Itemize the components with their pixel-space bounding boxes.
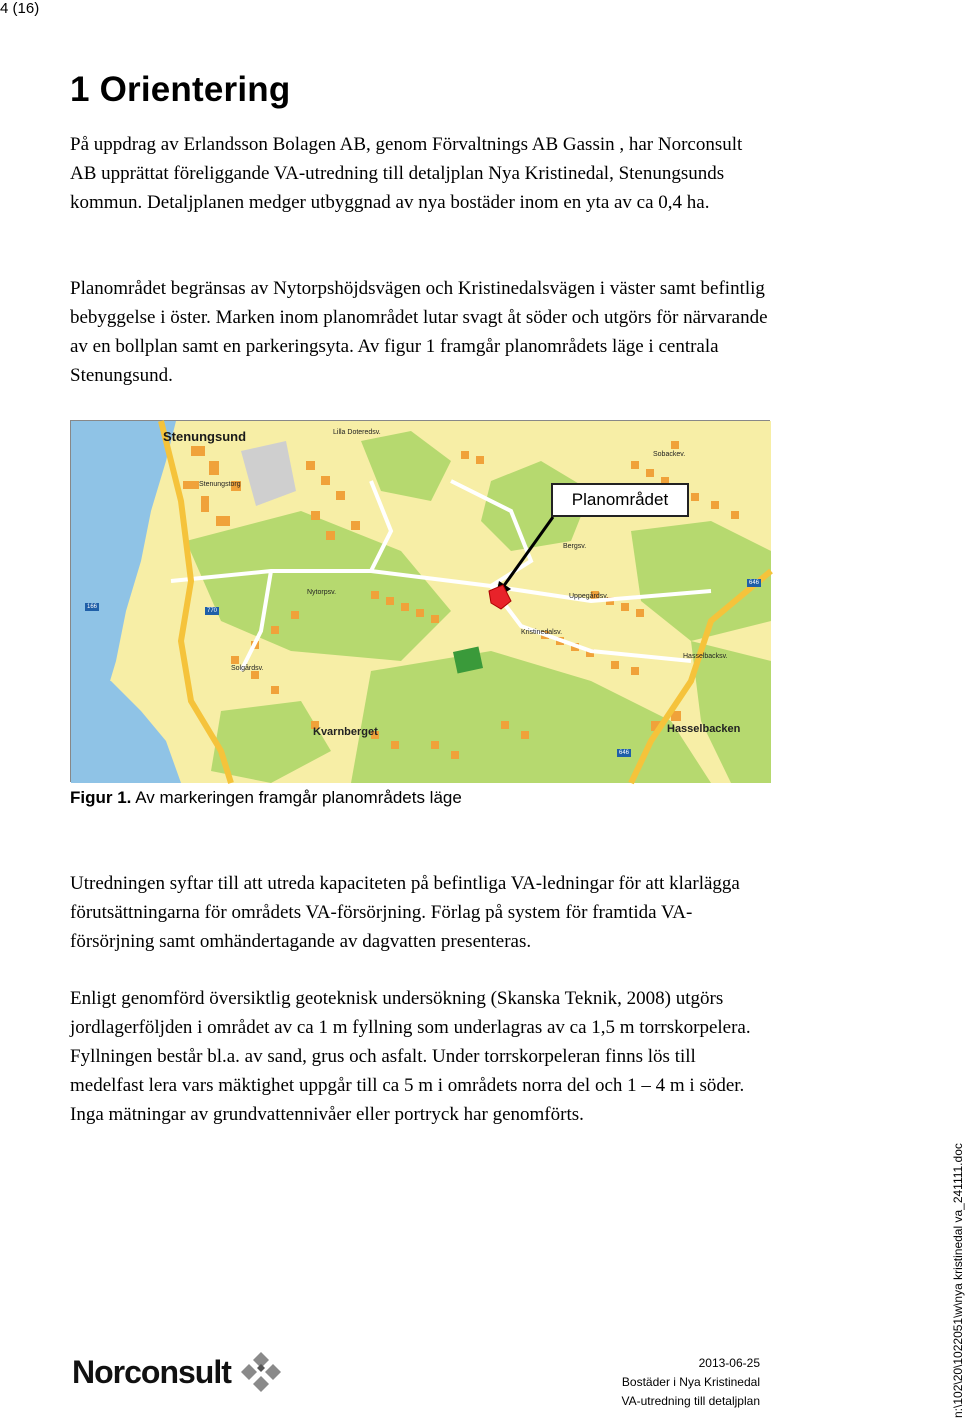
map-place-label: Uppegårdsv. [569, 593, 609, 600]
map-place-label: Hasselbacksv. [683, 653, 728, 660]
paragraph-purpose: Utredningen syftar till att utreda kapaciteten på befintliga VA-ledningar för att klarlägga förutsättningarna för områdets VA-försörjning. Förlag på system för framtida VA-försörjning samt omhändertagande av dagvatten presenteras. [70, 873, 740, 952]
map-title: Stenungsund [163, 429, 247, 444]
footer-project: Bostäder i Nya Kristinedal [621, 1375, 760, 1389]
road-number: 646 [619, 750, 630, 756]
document-footer [621, 1354, 760, 1411]
footer-document-type: VA-utredning till detaljplan [621, 1394, 760, 1408]
paragraph-intro: På uppdrag av Erlandsson Bolagen AB, genom Förvaltnings AB Gassin , har Norconsult AB upprättat föreliggande VA-utredning till detaljplan Nya Kristinedal, Stenungsunds kommun. Detaljplanen medger utbyggnad av nya bostäder inom en yta av ca 0,4 ha. [70, 134, 743, 213]
figure-caption-text: Av markeringen framgår planområdets läge [131, 788, 462, 807]
map-place-label: Kristinedalsv. [521, 629, 563, 636]
map-place-label: Stenungstorg [199, 481, 241, 488]
map-place-label: Nytorpsv. [307, 589, 337, 596]
company-name: Norconsult [72, 1353, 231, 1390]
road-number: 166 [87, 604, 98, 610]
paragraph-geotechnical: Enligt genomförd översiktlig geoteknisk undersökning (Skanska Teknik, 2008) utgörs jordlagerföljden i området av ca 1 m fyllning som underlagras av ca 1,5 m torrskorpelera. Fyllningen består bl.a. av sand, grus och asfalt. Under torrskorpeleran finns lös till medelfast lera vars mäktighet uppgår till ca 5 m i områdets norra del och 1 – 4 m i söder. Inga mätningar av grundvattennivåer eller portryck har genomförts. [70, 988, 751, 1125]
page-number: 4 (16) [0, 0, 40, 17]
figure-caption [70, 788, 462, 808]
map-place-label: Lilla Doteredsv. [333, 429, 381, 436]
diamond-logo-icon [235, 1350, 287, 1394]
company-logo [72, 1350, 287, 1394]
map-place-label: Hasselbacken [667, 723, 741, 735]
map-place-label: Bergsv. [563, 543, 587, 550]
map-graphic [71, 421, 771, 783]
map-place-label: Kvarnberget [313, 726, 378, 738]
paragraph-plan-area: Planområdet begränsas av Nytorpshöjdsvägen och Kristinedalsvägen i väster samt befintlig bebyggelse i öster. Marken inom planområdet lutar svagt åt söder och utgörs för närvarande av en bollplan samt en parkeringsyta. Av figur 1 framgår planområdets läge i centrala Stenungsund. [70, 278, 768, 386]
footer-date: 2013-06-25 [698, 1356, 760, 1370]
road-number: 770 [207, 608, 218, 614]
map-place-label: Sobackev. [653, 451, 686, 458]
file-path: n:\102\20\1022051\w\nya kristinedal va_241111.doc [951, 1143, 965, 1418]
location-map [70, 420, 770, 782]
road-number: 646 [749, 580, 760, 586]
map-callout: Planområdet [551, 483, 689, 517]
figure-label: Figur 1. [70, 788, 132, 807]
section-heading: 1 Orientering [70, 70, 291, 109]
map-place-label: Solgårdsv. [231, 665, 264, 672]
